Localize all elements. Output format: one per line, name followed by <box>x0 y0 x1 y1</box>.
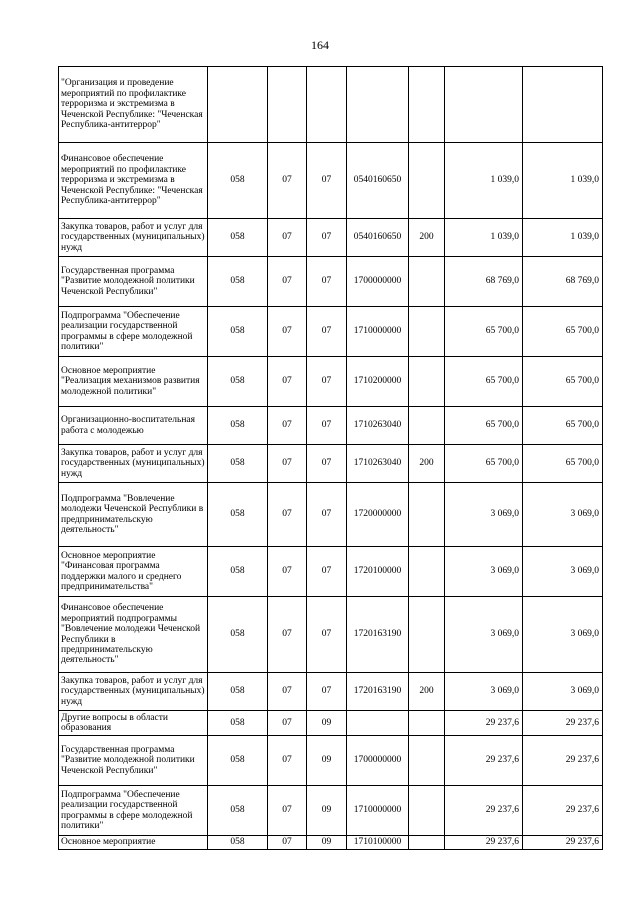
row-amount-2: 3 069,0 <box>523 673 603 711</box>
row-name-cell: Другие вопросы в области образования <box>59 711 208 736</box>
row-target-article: 1720163190 <box>347 673 409 711</box>
table-row <box>59 357 603 407</box>
row-section-code: 07 <box>268 673 307 711</box>
row-amount-1: 68 769,0 <box>445 257 523 307</box>
row-name-cell: Государственная программа "Развитие молодежной политики Чеченской Республики" <box>59 736 208 786</box>
row-amount-1 <box>445 67 523 143</box>
table-row <box>59 736 603 786</box>
row-amount-1: 3 069,0 <box>445 547 523 597</box>
row-section-code: 07 <box>268 143 307 219</box>
row-subsection-code: 07 <box>307 483 347 547</box>
row-name-cell: Финансовое обеспечение мероприятий подпрограммы "Вовлечение молодежи Чеченской Республики в предпринимательскую деятельность" <box>59 597 208 673</box>
row-ministry-code: 058 <box>208 257 268 307</box>
row-subsection-code: 09 <box>307 786 347 836</box>
row-subsection-code: 07 <box>307 673 347 711</box>
table-row <box>59 483 603 547</box>
row-subsection-code <box>307 67 347 143</box>
row-section-code: 07 <box>268 597 307 673</box>
row-target-article: 1710100000 <box>347 836 409 850</box>
row-ministry-code: 058 <box>208 736 268 786</box>
row-amount-1: 1 039,0 <box>445 143 523 219</box>
row-section-code: 07 <box>268 711 307 736</box>
row-name-cell: Государственная программа "Развитие молодежной политики Чеченской Республики" <box>59 257 208 307</box>
row-ministry-code: 058 <box>208 483 268 547</box>
table-row <box>59 673 603 711</box>
row-expense-type <box>409 143 445 219</box>
row-amount-2: 65 700,0 <box>523 357 603 407</box>
row-subsection-code: 07 <box>307 219 347 257</box>
table-row <box>59 547 603 597</box>
row-subsection-code: 07 <box>307 143 347 219</box>
table-row <box>59 597 603 673</box>
row-target-article: 1720000000 <box>347 483 409 547</box>
row-ministry-code: 058 <box>208 711 268 736</box>
table-row <box>59 219 603 257</box>
table-row <box>59 711 603 736</box>
row-amount-1: 65 700,0 <box>445 445 523 483</box>
row-section-code: 07 <box>268 357 307 407</box>
table-row <box>59 257 603 307</box>
row-amount-2: 65 700,0 <box>523 307 603 357</box>
row-ministry-code: 058 <box>208 445 268 483</box>
row-amount-1: 3 069,0 <box>445 597 523 673</box>
row-subsection-code: 07 <box>307 357 347 407</box>
row-amount-2: 65 700,0 <box>523 407 603 445</box>
row-subsection-code: 07 <box>307 257 347 307</box>
row-section-code: 07 <box>268 407 307 445</box>
row-amount-2: 1 039,0 <box>523 219 603 257</box>
row-amount-2 <box>523 67 603 143</box>
row-ministry-code: 058 <box>208 219 268 257</box>
row-target-article <box>347 711 409 736</box>
row-expense-type <box>409 257 445 307</box>
row-section-code: 07 <box>268 483 307 547</box>
row-expense-type <box>409 711 445 736</box>
row-ministry-code: 058 <box>208 673 268 711</box>
row-amount-2: 68 769,0 <box>523 257 603 307</box>
row-ministry-code: 058 <box>208 307 268 357</box>
table-row <box>59 67 603 143</box>
table-row <box>59 786 603 836</box>
page-number: 164 <box>311 38 329 52</box>
row-ministry-code <box>208 67 268 143</box>
row-expense-type <box>409 736 445 786</box>
row-expense-type <box>409 67 445 143</box>
row-expense-type <box>409 547 445 597</box>
row-amount-2: 29 237,6 <box>523 736 603 786</box>
row-amount-2: 1 039,0 <box>523 143 603 219</box>
row-amount-2: 3 069,0 <box>523 483 603 547</box>
row-target-article: 0540160650 <box>347 143 409 219</box>
row-subsection-code: 07 <box>307 407 347 445</box>
row-expense-type <box>409 836 445 850</box>
row-amount-1: 29 237,6 <box>445 711 523 736</box>
table-body <box>59 67 603 850</box>
row-expense-type: 200 <box>409 673 445 711</box>
row-name-cell: Подпрограмма "Обеспечение реализации государственной программы в сфере молодежной политики" <box>59 786 208 836</box>
row-name-cell: Основное мероприятие "Реализация механизмов развития молодежной политики" <box>59 357 208 407</box>
row-amount-2: 29 237,6 <box>523 786 603 836</box>
row-name-cell: Закупка товаров, работ и услуг для государственных (муниципальных) нужд <box>59 219 208 257</box>
row-name-cell: Финансовое обеспечение мероприятий по профилактике терроризма и экстремизма в Чеченской Республике: "Чеченская Республика-антитеррор" <box>59 143 208 219</box>
row-section-code: 07 <box>268 219 307 257</box>
row-amount-1: 65 700,0 <box>445 357 523 407</box>
row-section-code: 07 <box>268 307 307 357</box>
row-ministry-code: 058 <box>208 547 268 597</box>
row-name-cell: Закупка товаров, работ и услуг для государственных (муниципальных) нужд <box>59 673 208 711</box>
row-section-code: 07 <box>268 736 307 786</box>
row-ministry-code: 058 <box>208 836 268 850</box>
row-target-article: 1700000000 <box>347 257 409 307</box>
row-subsection-code: 07 <box>307 597 347 673</box>
row-amount-1: 65 700,0 <box>445 407 523 445</box>
row-name-cell: Подпрограмма "Обеспечение реализации государственной программы в сфере молодежной политики" <box>59 307 208 357</box>
row-expense-type: 200 <box>409 445 445 483</box>
row-target-article: 1710200000 <box>347 357 409 407</box>
row-expense-type <box>409 357 445 407</box>
row-name-cell: Основное мероприятие "Финансовая программа поддержки малого и среднего предпринимательства" <box>59 547 208 597</box>
row-amount-2: 3 069,0 <box>523 547 603 597</box>
row-section-code: 07 <box>268 445 307 483</box>
row-subsection-code: 09 <box>307 836 347 850</box>
row-name-cell: "Организация и проведение мероприятий по профилактике терроризма и экстремизма в Чеченской Республике: "Чеченская Республика-антитеррор" <box>59 67 208 143</box>
row-name-cell: Организационно-воспитательная работа с молодежью <box>59 407 208 445</box>
row-target-article: 1700000000 <box>347 736 409 786</box>
row-section-code: 07 <box>268 786 307 836</box>
row-expense-type <box>409 407 445 445</box>
row-amount-1: 3 069,0 <box>445 673 523 711</box>
row-subsection-code: 09 <box>307 736 347 786</box>
row-section-code <box>268 67 307 143</box>
row-section-code: 07 <box>268 547 307 597</box>
row-subsection-code: 07 <box>307 445 347 483</box>
row-amount-2: 29 237,6 <box>523 836 603 850</box>
row-target-article: 1720163190 <box>347 597 409 673</box>
row-target-article: 1710263040 <box>347 445 409 483</box>
row-amount-1: 29 237,6 <box>445 736 523 786</box>
row-section-code: 07 <box>268 257 307 307</box>
row-target-article: 1710263040 <box>347 407 409 445</box>
row-ministry-code: 058 <box>208 143 268 219</box>
row-target-article <box>347 67 409 143</box>
table-row <box>59 836 603 850</box>
row-subsection-code: 07 <box>307 307 347 357</box>
row-amount-1: 29 237,6 <box>445 786 523 836</box>
table-row <box>59 307 603 357</box>
row-target-article: 1720100000 <box>347 547 409 597</box>
table-row <box>59 143 603 219</box>
budget-table <box>58 66 603 850</box>
row-target-article: 1710000000 <box>347 307 409 357</box>
row-name-cell: Основное мероприятие <box>59 836 208 850</box>
row-amount-2: 65 700,0 <box>523 445 603 483</box>
row-subsection-code: 09 <box>307 711 347 736</box>
row-ministry-code: 058 <box>208 597 268 673</box>
row-name-cell: Закупка товаров, работ и услуг для государственных (муниципальных) нужд <box>59 445 208 483</box>
row-expense-type: 200 <box>409 219 445 257</box>
row-amount-1: 65 700,0 <box>445 307 523 357</box>
row-expense-type <box>409 483 445 547</box>
row-expense-type <box>409 597 445 673</box>
table-row <box>59 445 603 483</box>
table-row <box>59 407 603 445</box>
row-amount-1: 3 069,0 <box>445 483 523 547</box>
row-target-article: 1710000000 <box>347 786 409 836</box>
row-name-cell: Подпрограмма "Вовлечение молодежи Чеченской Республики в предпринимательскую деятельность" <box>59 483 208 547</box>
row-subsection-code: 07 <box>307 547 347 597</box>
row-ministry-code: 058 <box>208 407 268 445</box>
row-target-article: 0540160650 <box>347 219 409 257</box>
row-expense-type <box>409 786 445 836</box>
row-ministry-code: 058 <box>208 357 268 407</box>
row-expense-type <box>409 307 445 357</box>
row-section-code: 07 <box>268 836 307 850</box>
row-amount-1: 29 237,6 <box>445 836 523 850</box>
row-amount-1: 1 039,0 <box>445 219 523 257</box>
row-amount-2: 3 069,0 <box>523 597 603 673</box>
row-ministry-code: 058 <box>208 786 268 836</box>
row-amount-2: 29 237,6 <box>523 711 603 736</box>
